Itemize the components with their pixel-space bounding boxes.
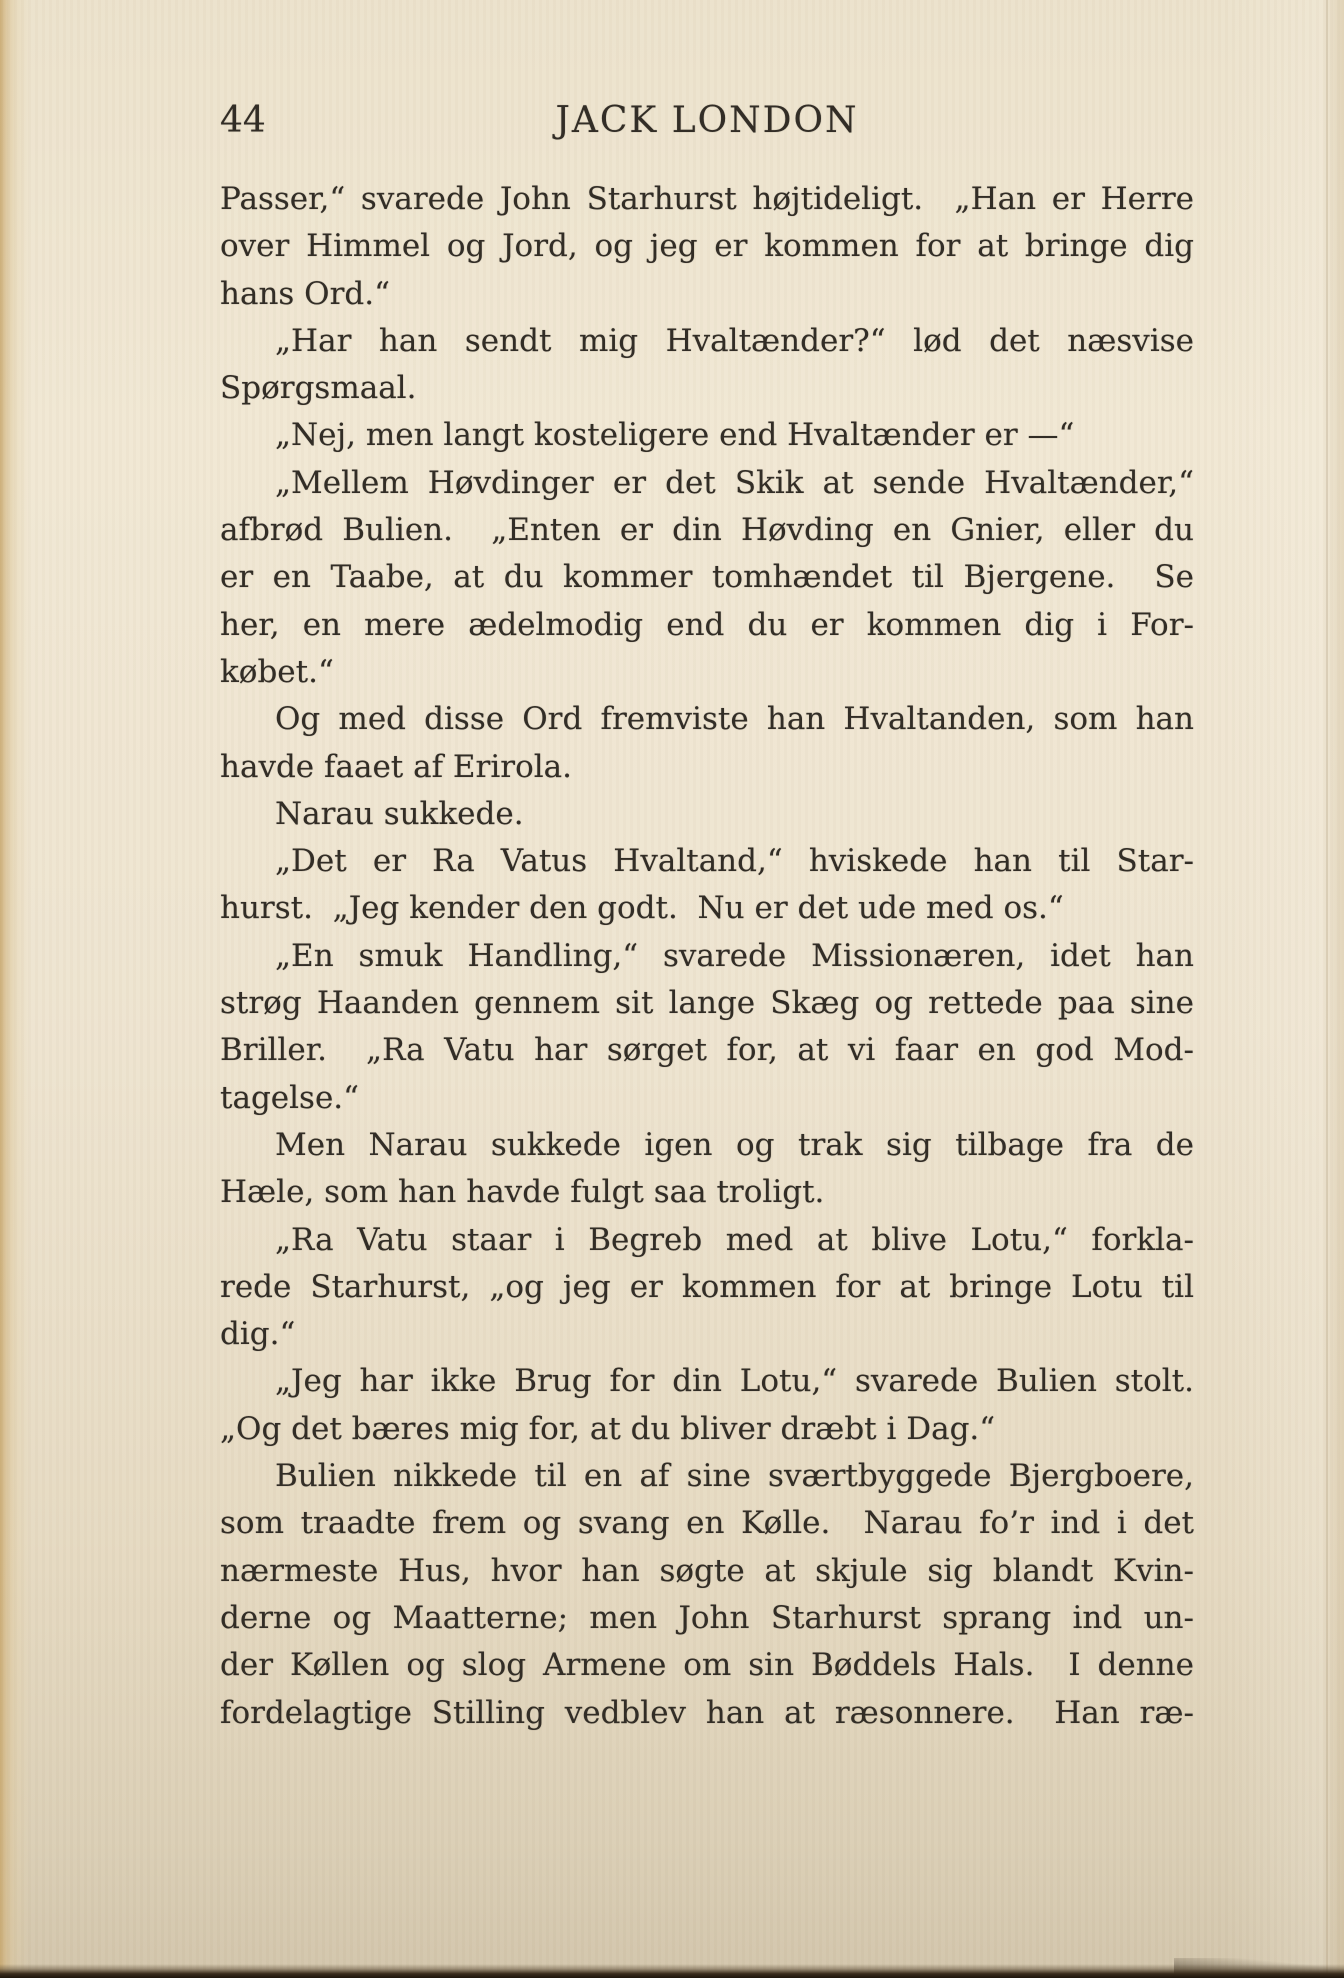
page-bottom-edge-shadow — [0, 1964, 1344, 1978]
text-line: Spørgsmaal. — [220, 370, 417, 407]
text-line: købet.“ — [220, 653, 334, 690]
text-line: havde faaet af Erirola. — [220, 748, 573, 785]
text-line: Hæle, som han havde fulgt saa troligt. — [220, 1174, 825, 1211]
running-header-title: JACK LONDON — [555, 100, 859, 141]
text-line: over Himmel og Jord, og jeg er kommen for at bringe dig — [220, 228, 1194, 265]
text-line: dig.“ — [220, 1316, 296, 1353]
paragraph — [220, 1217, 1194, 1359]
text-line: derne og Maatterne; men John Starhurst sprang ind un- — [220, 1599, 1194, 1636]
text-line: hurst. „Jeg kender den godt. Nu er det ude med os.“ — [220, 890, 1064, 927]
paragraph — [220, 1122, 1194, 1217]
paragraph — [220, 412, 1194, 459]
text-line: „Jeg har ikke Brug for din Lotu,“ svarede Bulien stolt. — [275, 1363, 1194, 1400]
text-line: der Køllen og slog Armene om sin Bøddels Hals. I denne — [220, 1647, 1194, 1684]
text-line: „Det er Ra Vatus Hvaltand,“ hviskede han til Star- — [275, 843, 1194, 880]
paragraph — [220, 933, 1194, 1122]
text-line: „Nej, men langt kosteligere end Hvaltænder er —“ — [275, 417, 1075, 454]
text-line: „Mellem Høvdinger er det Skik at sende Hvaltænder,“ — [275, 464, 1194, 501]
text-line: Bulien nikkede til en af sine sværtbyggede Bjergboere, — [275, 1458, 1194, 1495]
text-line: „En smuk Handling,“ svarede Missionæren, idet han — [275, 937, 1194, 974]
text-line: „Ra Vatu staar i Begreb med at blive Lotu,“ forkla- — [275, 1221, 1194, 1258]
page-number: 44 — [220, 100, 266, 141]
paragraph — [220, 460, 1194, 696]
text-line: tagelse.“ — [220, 1079, 360, 1116]
paragraph — [220, 1358, 1194, 1453]
text-line: strøg Haanden gennem sit lange Skæg og rettede paa sine — [220, 985, 1194, 1022]
text-line: er en Taabe, at du kommer tomhændet til Bjergene. Se — [220, 559, 1194, 596]
text-line: rede Starhurst, „og jeg er kommen for at bringe Lotu til — [220, 1268, 1194, 1305]
paragraph — [220, 318, 1194, 413]
paragraph — [220, 176, 1194, 318]
text-line: afbrød Bulien. „Enten er din Høvding en Gnier, eller du — [220, 512, 1194, 549]
text-line: her, en mere ædelmodig end du er kommen dig i For- — [220, 606, 1194, 643]
text-line: Passer,“ svarede John Starhurst højtideligt. „Han er Herre — [220, 181, 1194, 217]
text-line: Og med disse Ord fremviste han Hvaltanden, som han — [275, 701, 1194, 738]
page-body — [220, 176, 1194, 1737]
text-line: som traadte frem og svang en Kølle. Narau fo’r ind i det — [220, 1505, 1194, 1542]
text-line: nærmeste Hus, hvor han søgte at skjule sig blandt Kvin- — [220, 1552, 1194, 1589]
text-line: „Har han sendt mig Hvaltænder?“ lød det næsvise — [275, 322, 1194, 359]
text-line: Men Narau sukkede igen og trak sig tilbage fra de — [275, 1126, 1194, 1163]
text-line: Narau sukkede. — [275, 795, 524, 832]
running-header — [220, 100, 1194, 146]
paragraph — [220, 838, 1194, 933]
text-line: „Og det bæres mig for, at du bliver dræbt i Dag.“ — [220, 1410, 996, 1447]
paragraph — [220, 1453, 1194, 1737]
text-line: Briller. „Ra Vatu har sørget for, at vi faar en god Mod- — [220, 1032, 1194, 1069]
paper-crease — [1326, 0, 1328, 1978]
paragraph — [220, 696, 1194, 791]
text-line: hans Ord.“ — [220, 275, 390, 312]
paragraph — [220, 791, 1194, 838]
text-line: fordelagtige Stilling vedblev han at ræsonnere. Han ræ- — [220, 1694, 1194, 1731]
